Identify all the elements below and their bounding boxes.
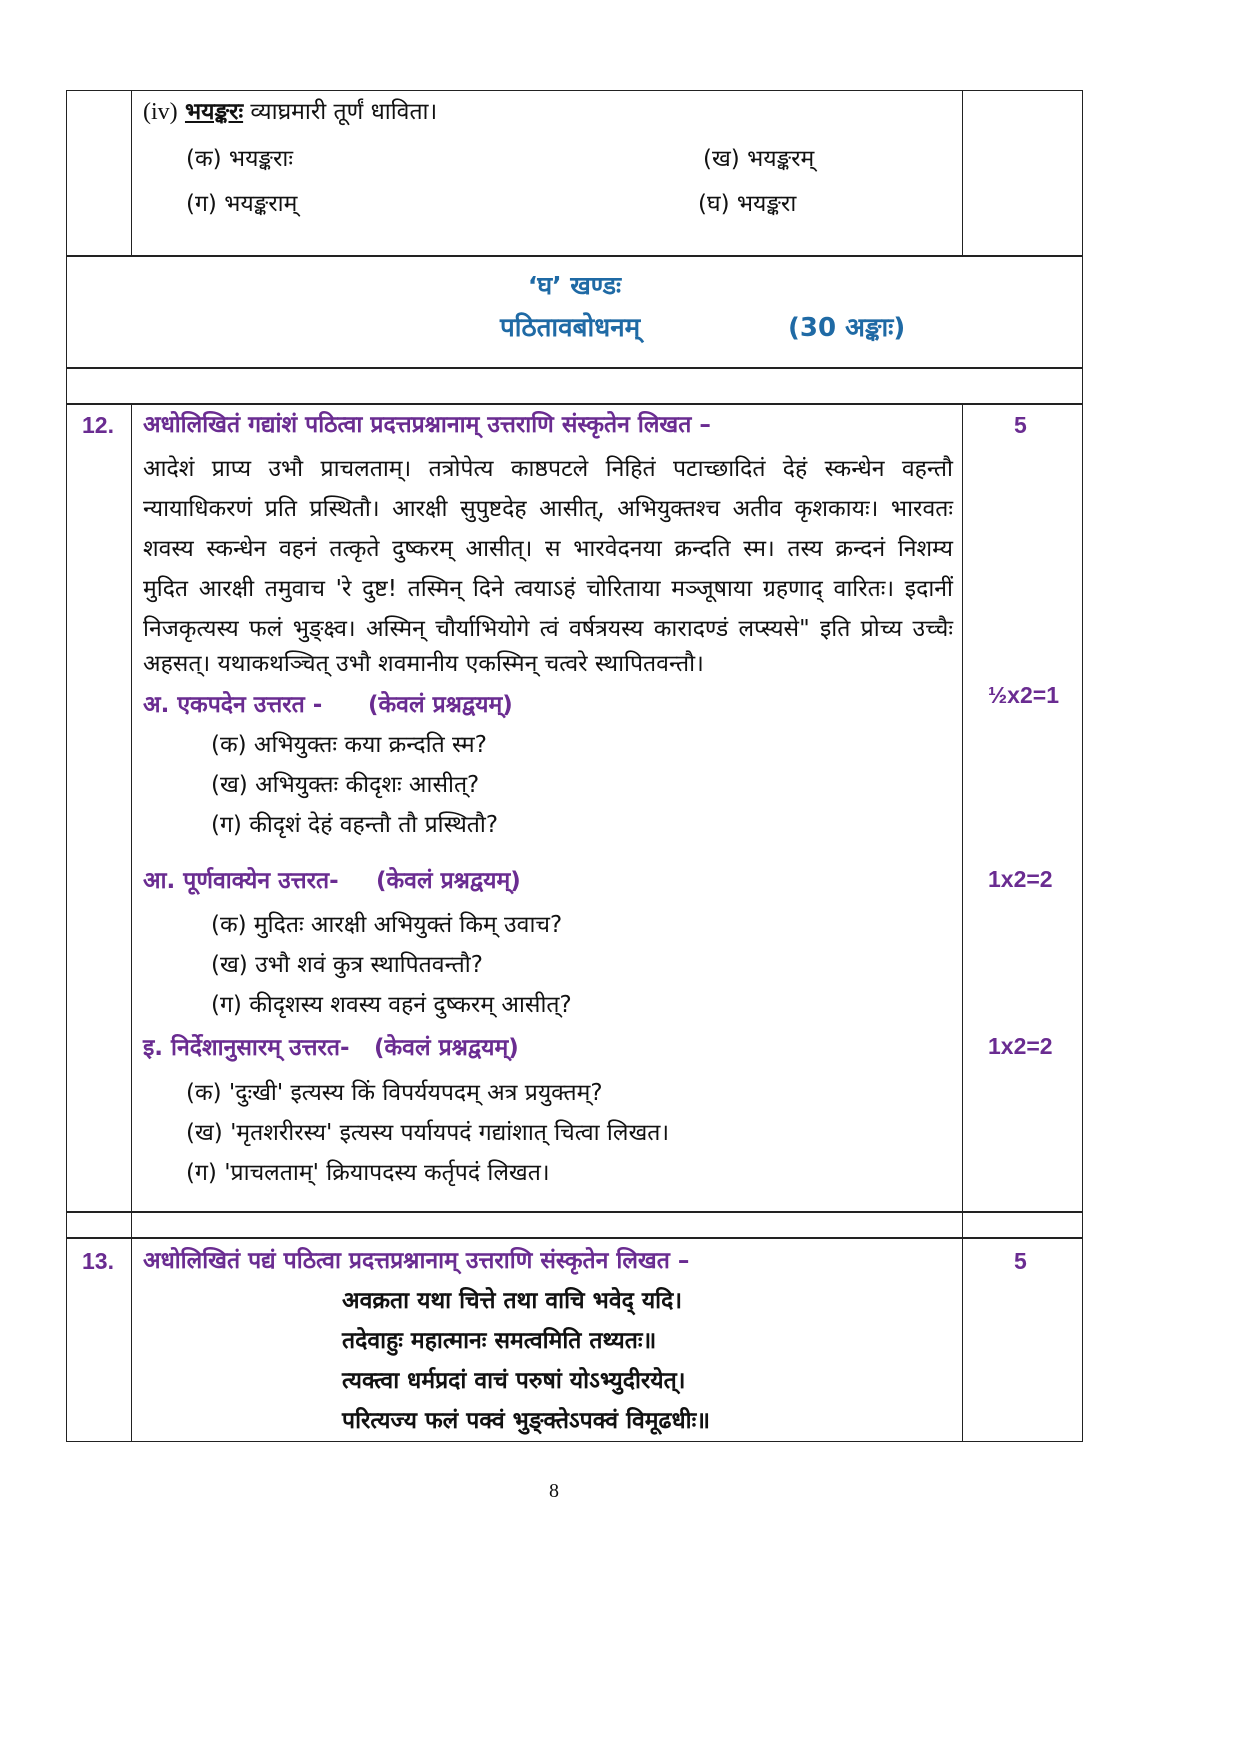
- part-i-item: (ग) 'प्राचलताम्' क्रियापदस्य कर्तृपदं लिखत।: [186, 1160, 550, 1186]
- passage-line: शवस्य स्कन्धेन वहनं तत्कृते दुष्करम् आसीत्। स भारवेदनया क्रन्दति स्म। तस्य क्रन्दनं निशम्य: [143, 536, 953, 562]
- part-a-item: (ग) कीदृशं देहं वहन्तौ तौ प्रस्थितौ?: [211, 812, 499, 838]
- section-marks: (30 अङ्काः): [788, 313, 906, 343]
- verse-line: अवक्रता यथा चित्ते तथा वाचि भवेद् यदि।: [342, 1288, 683, 1314]
- option-ga: (ग) भयङ्कराम्: [186, 191, 298, 217]
- column-divider: [962, 1238, 963, 1442]
- question-13-instruction: अधोलिखितं पद्यं पठित्वा प्रदत्तप्रश्नानाम् उत्तराणि संस्कृतेन लिखत –: [143, 1248, 690, 1274]
- column-divider: [131, 90, 132, 256]
- page-number: 8: [549, 1480, 559, 1502]
- question-12-number: 12.: [82, 412, 114, 438]
- column-divider: [131, 1238, 132, 1442]
- part-aa-marks: 1x2=2: [988, 866, 1053, 892]
- verse-line: तदेवाहुः महात्मानः समत्वमिति तथ्यतः॥: [342, 1328, 657, 1354]
- part-a-marks: ½x2=1: [988, 682, 1059, 708]
- part-aa-item: (ग) कीदृशस्य शवस्य वहनं दुष्करम् आसीत्?: [211, 992, 572, 1018]
- question-iv-text: व्याघ्रमारी तूर्णं धाविता।: [250, 99, 438, 125]
- part-aa-item: (क) मुदितः आरक्षी अभियुक्तं किम् उवाच?: [211, 912, 563, 938]
- passage-line: निजकृत्यस्य फलं भुङ्क्ष्व। अस्मिन् चौर्याभियोगे त्वं वर्षत्रयस्य कारादण्डं लप्स्यसे" इति प्रोच्य उच्चैः: [143, 616, 953, 642]
- part-i-item: (ख) 'मृतशरीरस्य' इत्यस्य पर्यायपदं गद्यांशात् चित्वा लिखत।: [186, 1120, 670, 1146]
- column-divider: [131, 404, 132, 1212]
- question-13-marks: 5: [1014, 1248, 1027, 1274]
- passage-line: मुदित आरक्षी तमुवाच 'रे दुष्ट! तस्मिन् दिने त्वयाऽहं चोरिताया मञ्जूषाया ग्रहणाद् वारितः। इदानीं: [143, 576, 953, 602]
- option-ka: (क) भयङ्कराः: [186, 146, 293, 172]
- question-12-marks: 5: [1014, 412, 1027, 438]
- passage-line: आदेशं प्राप्य उभौ प्राचलताम्। तत्रोपेत्य काष्ठपटले निहितं पटाच्छादितं देहं स्कन्धेन वहन्तौ: [143, 456, 953, 482]
- part-i-item: (क) 'दुःखी' इत्यस्य किं विपर्ययपदम् अत्र प्रयुक्तम्?: [186, 1080, 603, 1106]
- column-divider: [962, 90, 963, 256]
- question-iv-number: (iv): [143, 99, 178, 125]
- part-a-item: (क) अभियुक्तः कया क्रन्दति स्म?: [211, 732, 487, 758]
- column-divider: [962, 404, 963, 1212]
- part-i-marks: 1x2=2: [988, 1033, 1053, 1059]
- option-gha: (घ) भयङ्करा: [698, 191, 797, 217]
- spacer-row: [66, 368, 1083, 404]
- part-a-note: (केवलं प्रश्नद्वयम्): [368, 692, 513, 718]
- part-a-label: अ. एकपदेन उत्तरत -: [143, 692, 323, 718]
- section-subtitle: पठितावबोधनम्: [500, 313, 641, 343]
- verse-line: परित्यज्य फलं पक्वं भुङ्क्तेऽपक्वं विमूढधीः॥: [342, 1408, 711, 1434]
- part-aa-item: (ख) उभौ शवं कुत्र स्थापितवन्तौ?: [211, 952, 483, 978]
- section-title: ‘घ’ खण्डः: [527, 271, 622, 300]
- passage-line: अहसत्। यथाकथञ्चित् उभौ शवमानीय एकस्मिन् चत्वरे स्थापितवन्तौ।: [143, 651, 704, 677]
- option-kha: (ख) भयङ्करम्: [703, 146, 815, 172]
- column-divider: [131, 1212, 132, 1238]
- question-iv-keyword: भयङ्करः: [184, 99, 244, 125]
- spacer-row: [66, 1212, 1083, 1238]
- passage-line: न्यायाधिकरणं प्रति प्रस्थितौ। आरक्षी सुपुष्टदेह आसीत्, अभियुक्तश्च अतीव कृशकायः। भारवतः: [143, 496, 953, 522]
- part-i-note: (केवलं प्रश्नद्वयम्): [374, 1035, 519, 1061]
- verse-line: त्यक्त्वा धर्मप्रदां वाचं परुषां योऽभ्युदीरयेत्।: [342, 1368, 686, 1394]
- question-13-number: 13.: [82, 1248, 114, 1274]
- question-iv: [143, 100, 437, 124]
- part-i-label: इ. निर्देशानुसारम् उत्तरत-: [143, 1035, 350, 1061]
- part-a-item: (ख) अभियुक्तः कीदृशः आसीत्?: [211, 772, 480, 798]
- part-aa-label: आ. पूर्णवाक्येन उत्तरत-: [143, 868, 339, 894]
- part-aa-note: (केवलं प्रश्नद्वयम्): [376, 868, 521, 894]
- column-divider: [962, 1212, 963, 1238]
- question-12-instruction: अधोलिखितं गद्यांशं पठित्वा प्रदत्तप्रश्नानाम् उत्तराणि संस्कृतेन लिखत –: [143, 412, 711, 438]
